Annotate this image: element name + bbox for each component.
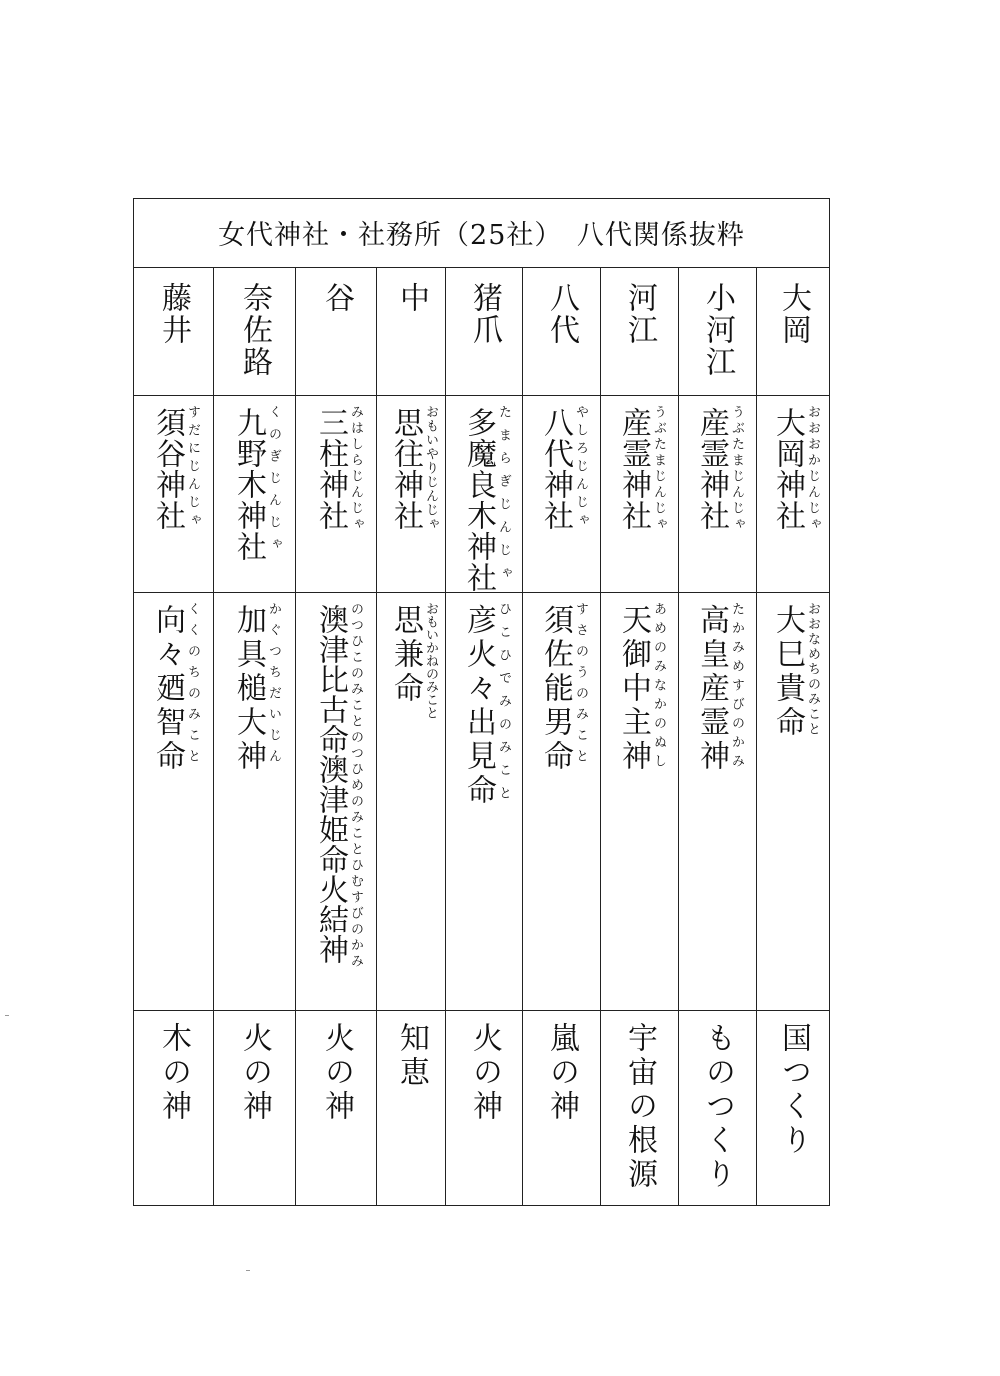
row-divider bbox=[133, 395, 830, 396]
deity-reading: おもいかねのみこと bbox=[423, 602, 438, 719]
shrine-reading: すだにじんじゃ bbox=[185, 405, 200, 531]
deity-name: 向々廼智命 bbox=[150, 604, 185, 774]
deity-reading: くくのちのみこと bbox=[185, 602, 200, 770]
column-divider bbox=[445, 268, 446, 1206]
place-name: 八代 bbox=[544, 282, 579, 346]
table-title: 女代神社・社務所（25社） 八代関係抜粋 bbox=[133, 198, 830, 268]
scan-mark bbox=[5, 1015, 9, 1016]
shrine-name: 九野木神社 bbox=[231, 407, 266, 562]
place-name: 奈佐路 bbox=[237, 282, 272, 378]
deity-role: 火の神 bbox=[319, 1022, 354, 1124]
column-divider bbox=[756, 268, 757, 1206]
place-name: 中 bbox=[394, 282, 429, 314]
deity-name: 澳津比古命澳津姫命火結神 bbox=[313, 604, 348, 964]
deity-role: 国つくり bbox=[776, 1022, 811, 1158]
deity-name: 高皇産霊神 bbox=[694, 604, 729, 774]
deity-role: 知恵 bbox=[394, 1022, 429, 1090]
place-name: 大岡 bbox=[776, 282, 811, 346]
shrine-name: 三柱神社 bbox=[313, 407, 348, 531]
shrine-name: 大岡神社 bbox=[770, 407, 805, 531]
deity-role: 火の神 bbox=[467, 1022, 502, 1124]
column-divider bbox=[678, 268, 679, 1206]
deity-name: 大巳貴命 bbox=[770, 604, 805, 740]
row-divider bbox=[133, 1010, 830, 1011]
shrine-name: 八代神社 bbox=[538, 407, 573, 531]
shrine-name: 産霊神社 bbox=[694, 407, 729, 531]
deity-name: 須佐能男命 bbox=[538, 604, 573, 774]
deity-name: 彦火々出見命 bbox=[461, 604, 496, 808]
shrine-reading: おおおかじんじゃ bbox=[805, 405, 820, 533]
shrine-reading: みはしらじんじゃ bbox=[348, 405, 363, 533]
deity-reading: ひこひでみのみこと bbox=[496, 602, 511, 809]
place-name: 藤井 bbox=[156, 282, 191, 346]
shrine-reading: うぶたまじんじゃ bbox=[729, 405, 744, 533]
shrine-name: 須谷神社 bbox=[150, 407, 185, 531]
place-name: 谷 bbox=[319, 282, 354, 314]
deity-reading: すさのうのみこと bbox=[573, 602, 588, 770]
deity-reading: かぐつちだいじん bbox=[266, 602, 281, 770]
deity-reading: のつひこのみことのつひめのみことひむすびのかみ bbox=[348, 602, 363, 970]
deity-reading: たかみめすびのかみ bbox=[729, 602, 744, 773]
deity-reading: おおなめちのみこと bbox=[805, 602, 820, 737]
place-name: 猪爪 bbox=[467, 282, 502, 346]
deity-role: 嵐の神 bbox=[544, 1022, 579, 1124]
shrine-reading: やしろじんじゃ bbox=[573, 405, 588, 531]
shrine-reading: おもいやりじんじゃ bbox=[423, 405, 438, 531]
deity-role: 火の神 bbox=[237, 1022, 272, 1124]
shrine-name: 多魔良木神社 bbox=[461, 407, 496, 593]
column-divider bbox=[522, 268, 523, 1206]
column-divider bbox=[213, 268, 214, 1206]
shrine-name: 思往神社 bbox=[388, 407, 423, 531]
shrine-reading: うぶたまじんじゃ bbox=[651, 405, 666, 533]
scan-mark bbox=[246, 1270, 250, 1271]
deity-name: 思兼命 bbox=[388, 604, 423, 706]
deity-role: ものつくり bbox=[700, 1022, 735, 1192]
column-divider bbox=[376, 268, 377, 1206]
place-name: 小河江 bbox=[700, 282, 735, 378]
deity-reading: あめのみなかのぬし bbox=[651, 602, 666, 773]
deity-name: 加具槌大神 bbox=[231, 604, 266, 774]
deity-role: 宇宙の根源 bbox=[622, 1022, 657, 1192]
deity-role: 木の神 bbox=[156, 1022, 191, 1124]
deity-name: 天御中主神 bbox=[616, 604, 651, 774]
column-divider bbox=[295, 268, 296, 1206]
shrine-reading: くのぎじんじゃ bbox=[266, 405, 281, 559]
shrine-name: 産霊神社 bbox=[616, 407, 651, 531]
column-divider bbox=[600, 268, 601, 1206]
shrine-reading: たまらぎじんじゃ bbox=[496, 405, 511, 589]
place-name: 河江 bbox=[622, 282, 657, 346]
